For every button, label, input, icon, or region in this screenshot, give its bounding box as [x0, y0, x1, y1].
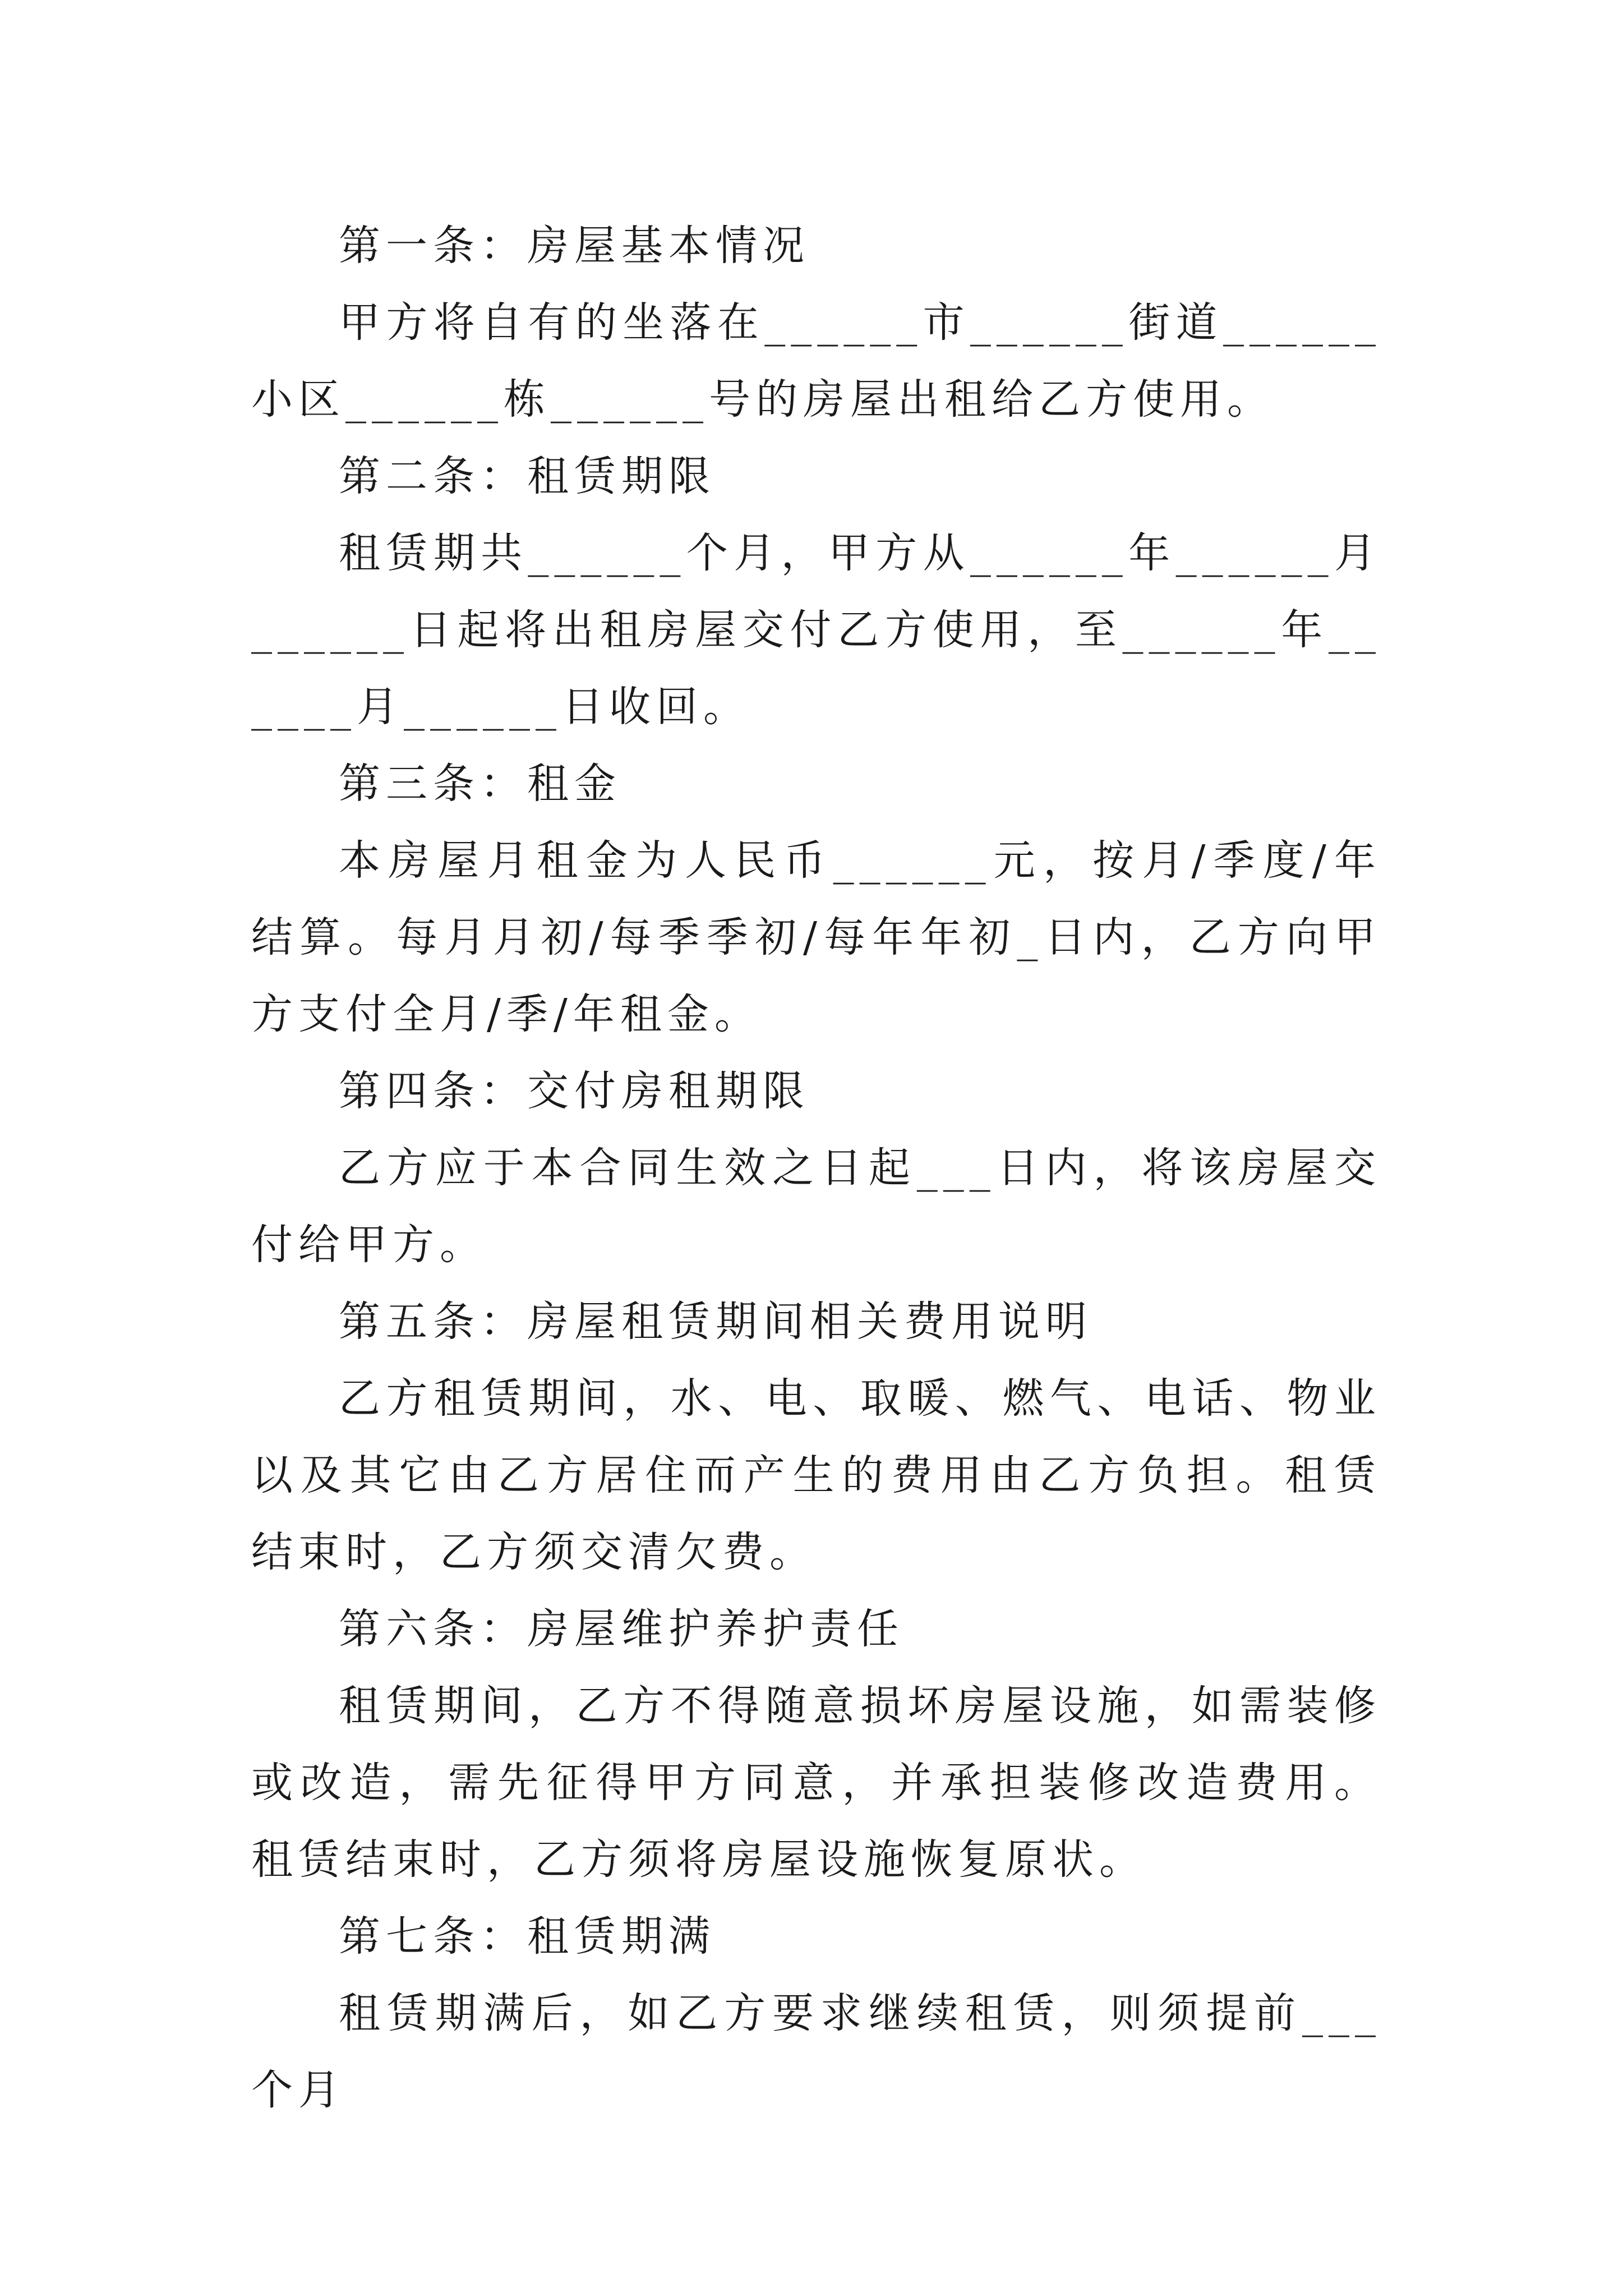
- article-5-body: 乙方租赁期间，水、电、取暖、燃气、电话、物业以及其它由乙方居住而产生的费用由乙方负担。租赁结束时，乙方须交清欠费。: [251, 1374, 1381, 1576]
- article-5-heading: 第五条：房屋租赁期间相关费用说明: [339, 1297, 1092, 1346]
- contract-text: [251, 208, 1381, 2129]
- article-6-heading: 第六条：房屋维护养护责任: [339, 1605, 904, 1653]
- article-6-body: 租赁期间，乙方不得随意损坏房屋设施，如需装修或改造，需先征得甲方同意，并承担装修改造费用。租赁结束时，乙方须将房屋设施恢复原状。: [251, 1682, 1381, 1884]
- article-1-heading: 第一条：房屋基本情况: [339, 222, 810, 270]
- article-2-body: 租赁期共______个月，甲方从______年______月______日起将出租房屋交付乙方使用，至______年______月______日收回。: [251, 529, 1381, 731]
- article-2-heading: 第二条：租赁期限: [339, 452, 716, 500]
- article-4-body: 乙方应于本合同生效之日起___日内，将该房屋交付给甲方。: [251, 1144, 1381, 1269]
- article-7-body: 租赁期满后，如乙方要求继续租赁，则须提前___个月: [251, 1989, 1381, 2114]
- article-7-heading: 第七条：租赁期满: [339, 1912, 716, 1961]
- article-3-body: 本房屋月租金为人民币______元，按月/季度/年结算。每月月初/每季季初/每年年初_日内，乙方向甲方支付全月/季/年租金。: [251, 836, 1381, 1038]
- article-1-body: 甲方将自有的坐落在______市______街道______小区______栋______号的房屋出租给乙方使用。: [251, 298, 1381, 424]
- article-3-heading: 第三条：租金: [339, 760, 621, 808]
- article-4-heading: 第四条：交付房租期限: [339, 1067, 810, 1115]
